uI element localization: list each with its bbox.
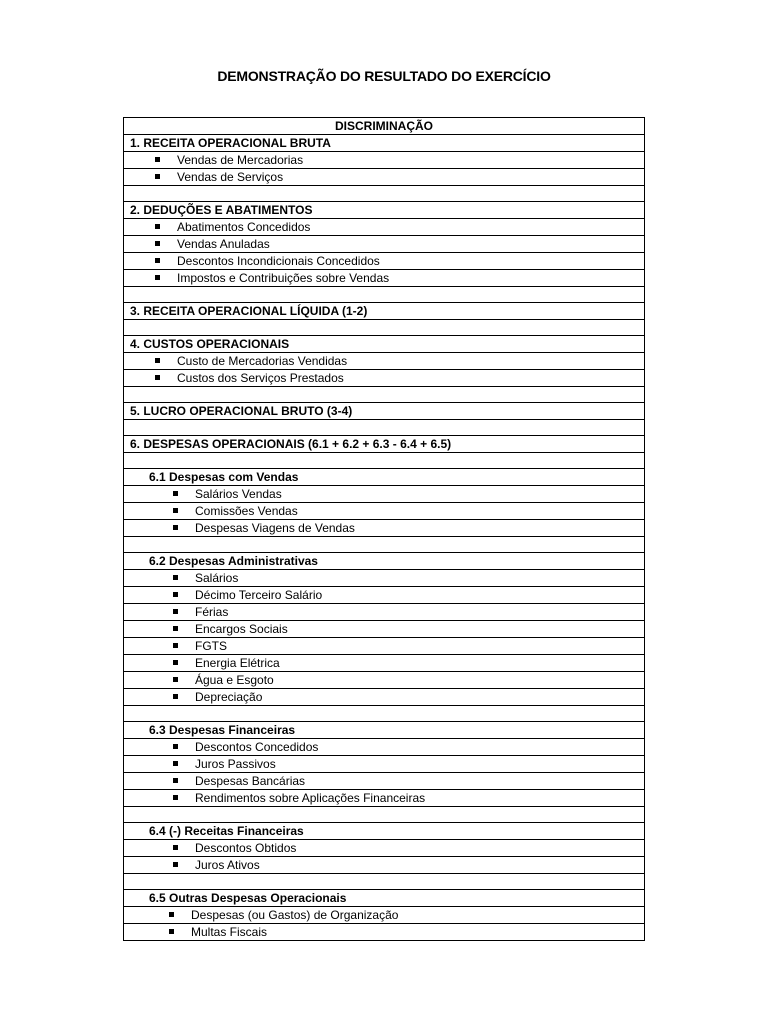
- square-bullet-icon: [173, 525, 178, 530]
- subsection-heading: [124, 823, 645, 840]
- list-item-label: Despesas Viagens de Vendas: [195, 521, 355, 535]
- blank-row-cell: [124, 387, 645, 403]
- section-label: 5. LUCRO OPERACIONAL BRUTO (3-4): [130, 404, 353, 418]
- subsection-heading: [124, 553, 645, 570]
- list-item: [124, 370, 645, 387]
- list-item: [124, 253, 645, 270]
- section-label: 4. CUSTOS OPERACIONAIS: [130, 337, 290, 351]
- list-item: [124, 520, 645, 537]
- table-row: [124, 253, 645, 270]
- table-row: [124, 236, 645, 253]
- square-bullet-icon: [155, 258, 160, 263]
- square-bullet-icon: [173, 845, 178, 850]
- list-item: [124, 924, 645, 941]
- table-row: [124, 169, 645, 186]
- list-item: [124, 907, 645, 924]
- table-row: [124, 219, 645, 236]
- table-row: [124, 790, 645, 807]
- square-bullet-icon: [173, 643, 178, 648]
- list-item: [124, 739, 645, 756]
- list-item-label: Comissões Vendas: [195, 504, 298, 518]
- square-bullet-icon: [155, 157, 160, 162]
- square-bullet-icon: [173, 677, 178, 682]
- list-item: [124, 756, 645, 773]
- table-row: [124, 638, 645, 655]
- table-row: [124, 135, 645, 152]
- square-bullet-icon: [173, 592, 178, 597]
- table-row: [124, 706, 645, 722]
- blank-row-cell: [124, 874, 645, 890]
- square-bullet-icon: [173, 609, 178, 614]
- table-header-row: [124, 118, 645, 135]
- list-item: [124, 503, 645, 520]
- subsection-label: 6.4 (-) Receitas Financeiras: [149, 824, 304, 838]
- subsection-heading: [124, 722, 645, 739]
- list-item-label: Juros Passivos: [195, 757, 276, 771]
- table-row: [124, 756, 645, 773]
- list-item-label: Férias: [195, 605, 229, 619]
- table-row: [124, 353, 645, 370]
- square-bullet-icon: [173, 744, 178, 749]
- table-row: [124, 403, 645, 420]
- section-heading: [124, 135, 645, 152]
- table-row: [124, 604, 645, 621]
- list-item-label: Juros Ativos: [195, 858, 260, 872]
- subsection-heading: [124, 890, 645, 907]
- list-item: [124, 773, 645, 790]
- table-row: [124, 469, 645, 486]
- table-row: [124, 287, 645, 303]
- list-item: [124, 857, 645, 874]
- square-bullet-icon: [169, 912, 174, 917]
- subsection-label: 6.2 Despesas Administrativas: [149, 554, 318, 568]
- list-item: [124, 486, 645, 503]
- page-title: DEMONSTRAÇÃO DO RESULTADO DO EXERCÍCIO: [217, 68, 551, 84]
- list-item-label: Multas Fiscais: [191, 925, 268, 939]
- square-bullet-icon: [155, 241, 160, 246]
- square-bullet-icon: [173, 626, 178, 631]
- table-row: [124, 453, 645, 469]
- table-row: [124, 553, 645, 570]
- list-item: [124, 219, 645, 236]
- list-item-label: Descontos Concedidos: [195, 740, 319, 754]
- list-item-label: Salários Vendas: [195, 487, 282, 501]
- blank-row-cell: [124, 807, 645, 823]
- square-bullet-icon: [173, 761, 178, 766]
- list-item-label: Vendas de Serviços: [177, 170, 284, 184]
- list-item-label: FGTS: [195, 639, 227, 653]
- square-bullet-icon: [173, 778, 178, 783]
- list-item-label: Despesas Bancárias: [195, 774, 306, 788]
- list-item-label: Energia Elétrica: [195, 656, 280, 670]
- list-item-label: Encargos Sociais: [195, 622, 288, 636]
- table-header-cell: DISCRIMINAÇÃO: [124, 118, 645, 135]
- square-bullet-icon: [155, 224, 160, 229]
- list-item-label: Impostos e Contribuições sobre Vendas: [177, 271, 390, 285]
- list-item-label: Depreciação: [195, 690, 263, 704]
- table-row: [124, 520, 645, 537]
- section-label: 1. RECEITA OPERACIONAL BRUTA: [130, 136, 331, 150]
- table-row: [124, 773, 645, 790]
- list-item-label: Despesas (ou Gastos) de Organização: [191, 908, 399, 922]
- table-row: [124, 336, 645, 353]
- list-item-label: Rendimentos sobre Aplicações Financeiras: [195, 791, 426, 805]
- list-item-label: Descontos Incondicionais Concedidos: [177, 254, 380, 268]
- table-row: [124, 270, 645, 287]
- list-item: [124, 672, 645, 689]
- table-row: [124, 689, 645, 706]
- blank-row-cell: [124, 287, 645, 303]
- list-item-label: Descontos Obtidos: [195, 841, 297, 855]
- square-bullet-icon: [155, 275, 160, 280]
- table-row: [124, 890, 645, 907]
- list-item-label: Água e Esgoto: [195, 673, 274, 687]
- section-label: 3. RECEITA OPERACIONAL LÍQUIDA (1-2): [130, 304, 368, 318]
- table-row: [124, 907, 645, 924]
- subsection-label: 6.1 Despesas com Vendas: [149, 470, 299, 484]
- list-item-label: Custo de Mercadorias Vendidas: [177, 354, 348, 368]
- subsection-label: 6.3 Despesas Financeiras: [149, 723, 296, 737]
- list-item: [124, 655, 645, 672]
- blank-row-cell: [124, 453, 645, 469]
- section-label: 2. DEDUÇÕES E ABATIMENTOS: [130, 203, 313, 217]
- table-row: [124, 840, 645, 857]
- table-row: [124, 587, 645, 604]
- table-row: [124, 186, 645, 202]
- section-heading: [124, 202, 645, 219]
- square-bullet-icon: [173, 491, 178, 496]
- list-item: [124, 621, 645, 638]
- table-row: [124, 420, 645, 436]
- table-row: [124, 486, 645, 503]
- square-bullet-icon: [155, 174, 160, 179]
- blank-row-cell: [124, 420, 645, 436]
- table-row: [124, 503, 645, 520]
- list-item: [124, 169, 645, 186]
- table-row: [124, 672, 645, 689]
- list-item-label: Abatimentos Concedidos: [177, 220, 311, 234]
- list-item: [124, 638, 645, 655]
- table-row: [124, 570, 645, 587]
- blank-row-cell: [124, 320, 645, 336]
- table-row: [124, 370, 645, 387]
- list-item-label: Custos dos Serviços Prestados: [177, 371, 344, 385]
- blank-row-cell: [124, 186, 645, 202]
- table-row: [124, 857, 645, 874]
- blank-row-cell: [124, 537, 645, 553]
- table-row: [124, 320, 645, 336]
- section-heading: [124, 403, 645, 420]
- list-item-label: Vendas de Mercadorias: [177, 153, 304, 167]
- table-row: [124, 807, 645, 823]
- list-item: [124, 587, 645, 604]
- square-bullet-icon: [173, 575, 178, 580]
- square-bullet-icon: [173, 862, 178, 867]
- square-bullet-icon: [173, 508, 178, 513]
- table-row: [124, 722, 645, 739]
- list-item-label: Décimo Terceiro Salário: [195, 588, 323, 602]
- square-bullet-icon: [173, 660, 178, 665]
- list-item: [124, 790, 645, 807]
- table-row: [124, 823, 645, 840]
- blank-row-cell: [124, 706, 645, 722]
- list-item: [124, 236, 645, 253]
- square-bullet-icon: [173, 694, 178, 699]
- table-row: [124, 202, 645, 219]
- subsection-heading: [124, 469, 645, 486]
- table-row: [124, 924, 645, 941]
- square-bullet-icon: [155, 375, 160, 380]
- table-row: [124, 621, 645, 638]
- list-item-label: Salários: [195, 571, 239, 585]
- square-bullet-icon: [169, 929, 174, 934]
- square-bullet-icon: [173, 795, 178, 800]
- subsection-label: 6.5 Outras Despesas Operacionais: [149, 891, 347, 905]
- table-row: [124, 537, 645, 553]
- list-item: [124, 840, 645, 857]
- table-row: [124, 152, 645, 169]
- list-item: [124, 604, 645, 621]
- list-item-label: Vendas Anuladas: [177, 237, 270, 251]
- list-item: [124, 689, 645, 706]
- section-heading: [124, 336, 645, 353]
- section-heading: [124, 303, 645, 320]
- table-row: [124, 387, 645, 403]
- square-bullet-icon: [155, 358, 160, 363]
- list-item: [124, 152, 645, 169]
- list-item: [124, 570, 645, 587]
- list-item: [124, 270, 645, 287]
- section-heading: [124, 436, 645, 453]
- section-label: 6. DESPESAS OPERACIONAIS (6.1 + 6.2 + 6.3 - 6.4 + 6.5): [130, 437, 452, 451]
- table-row: [124, 739, 645, 756]
- list-item: [124, 353, 645, 370]
- dre-table: [123, 117, 645, 941]
- table-row: [124, 655, 645, 672]
- table-row: [124, 874, 645, 890]
- table-row: [124, 303, 645, 320]
- table-row: [124, 436, 645, 453]
